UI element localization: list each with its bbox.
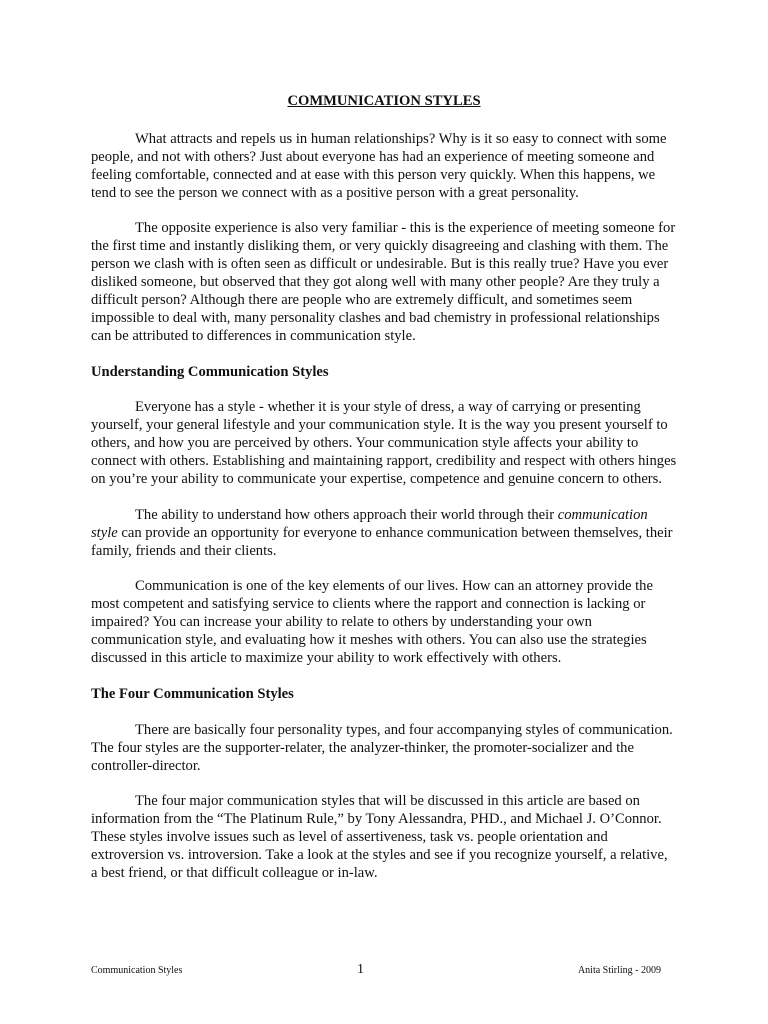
- paragraph-text-before: The ability to understand how others approach their world through their: [135, 506, 558, 523]
- section-heading-four-styles: The Four Communication Styles: [91, 685, 294, 702]
- italic-term: communication style: [91, 506, 648, 541]
- intro-paragraph-1: What attracts and repels us in human relationships? Why is it so easy to connect with some people, and not with others? Just about everyone has had an experience of meeting someone and feeling comfortable, connected and at ease with this person very quickly. When this happens, we tend to see the person we connect with as a positive person with a great personality.: [91, 130, 667, 201]
- understanding-paragraph-1: Everyone has a style - whether it is your style of dress, a way of carrying or presenting yourself, your general lifestyle and your communication style. It is the way you present yourself to others, and how you are perceived by others. Your communication style affects your ability to connect with others. Establishing and maintaining rapport, credibility and respect with others hinges on you’re your ability to communicate your expertise, competence and genuine concern to others.: [91, 399, 677, 488]
- intro-paragraph-2: The opposite experience is also very familiar - this is the experience of meeting someone for the first time and instantly disliking them, or very quickly disagreeing and clashing with them. The person we clash with is often seen as difficult or undesirable. But is this really true? Have you ever disliked someone, but observed that they got along well with many other people? Are they truly a difficult person? Although there are people who are extremely difficult, and sometimes seem impossible to deal with, many personality clashes and bad chemistry in professional relationships can be attributed to differences in communication style.: [91, 220, 676, 344]
- understanding-paragraph-3: Communication is one of the key elements of our lives. How can an attorney provide the most competent and satisfying service to clients where the rapport and connection is lacking or impaired? You can increase your ability to relate to others by understanding your own communication style, and evaluating how it meshes with others. You can also use the strategies discussed in this article to maximize your ability to work effectively with others.: [91, 578, 653, 667]
- document-title: COMMUNICATION STYLES: [287, 93, 481, 109]
- footer-document-name: Communication Styles: [91, 965, 183, 976]
- section-heading-understanding: Understanding Communication Styles: [91, 363, 329, 380]
- page-footer: [91, 962, 677, 982]
- four-styles-paragraph-1: There are basically four personality types, and four accompanying styles of communication. The four styles are the supporter-relater, the analyzer-thinker, the promoter-socializer and the controller-director.: [91, 721, 673, 774]
- page-content: [91, 93, 677, 901]
- understanding-paragraph-2: [91, 507, 677, 561]
- four-styles-paragraph-2: The four major communication styles that will be discussed in this article are based on information from the “The Platinum Rule,” by Tony Alessandra, PHD., and Michael J. O’Connor. These styles involve issues such as level of assertiveness, task vs. people orientation and extroversion vs. introversion. Take a look at the styles and see if you recognize yourself, a relative, a best friend, or that difficult colleague or in-law.: [91, 793, 668, 881]
- footer-page-number: 1: [357, 962, 364, 977]
- paragraph-text-after: can provide an opportunity for everyone to enhance communication between themselves, their family, friends and their clients.: [91, 524, 673, 559]
- footer-author: Anita Stirling - 2009: [577, 965, 661, 976]
